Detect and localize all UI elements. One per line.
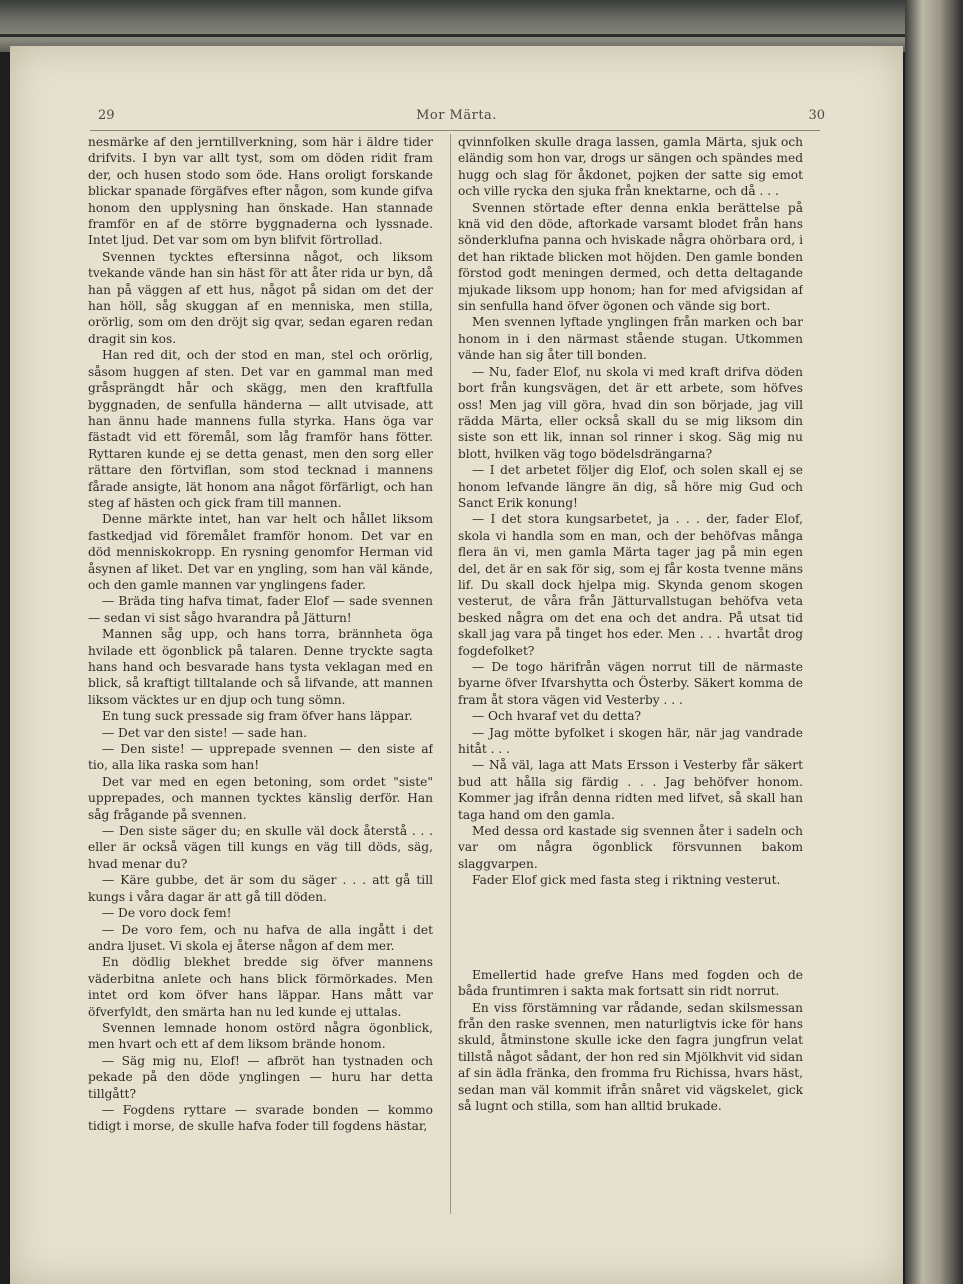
paragraph: — Käre gubbe, det är som du säger . . . att gå till kungs i våra dagar är att gå till döden.	[88, 873, 433, 904]
paragraph: Denne märkte intet, han var helt och hållet liksom fastkedjad vid föremålet framför honom. Det var en död menniskokropp. En rysning genomfor Herman vid åsynen af liket. Det var en yngling, som han väl kände, och den gamle mannen var ynglingens fader.	[88, 512, 433, 592]
book-cover-edge	[905, 0, 963, 1284]
paragraph: qvinnfolken skulle draga lassen, gamla Märta, sjuk och eländig som hon var, drogs ur sängen och spändes med hugg och slag för åkdonet, pojken der satte sig emot och ville rycka den sjuka från knektarne, och då . . .	[458, 135, 803, 199]
paragraph: — Det var den siste! — sade han.	[102, 725, 308, 740]
paragraph: — I det arbetet följer dig Elof, och solen skall ej se honom lefvande längre än dig, så höre mig Gud och Sanct Erik konung!	[458, 463, 803, 510]
left-column	[88, 134, 433, 1135]
paragraph: — Den siste säger du; en skulle väl dock återstå . . . eller är också vägen till kungs en väg till döds, säg, hvad menar du?	[88, 824, 433, 871]
paragraph: — Jag mötte byfolket i skogen här, när jag vandrade hitåt . . .	[458, 725, 803, 757]
right-column	[458, 134, 803, 1114]
paragraph: — De togo härifrån vägen norrut till de närmaste byarne öfver Ifvarshytta och Österby. Säkert komma de fram åt stora vägen vid Vesterby . . .	[458, 660, 803, 707]
paragraph: — Nu, fader Elof, nu skola vi med kraft drifva döden bort från kungsvägen, det är ett arbete, som höfves oss! Men jag vill göra, hvad din son började, jag vill rädda Märta, eller också skall du se mig liksom din siste son ett lik, innan sol rinner i skog. Säg mig nu blott, hvilken väg togo bödelsdrängarna?	[458, 364, 803, 461]
paragraph: — Bräda ting hafva timat, fader Elof — sade svennen — sedan vi sist sågo hvarandra på Jätturn!	[88, 594, 433, 625]
running-title: Mor Märta.	[416, 108, 497, 123]
paragraph: En dödlig blekhet bredde sig öfver mannens väderbitna anlete och hans blick förmörkades. Men intet ord kom öfver hans läppar. Hans mått var öfverfyldt, den smärta han nu led kunde ej uttalas.	[88, 955, 433, 1019]
paragraph: Svennen tycktes eftersinna något, och liksom tvekande vände han sin häst för att åter rida ur byn, då han på väggen af ett hus, något på sidan om det der han höll, såg skuggan af en menniska, men stilla, orörlig, som om den dröjt sig qvar, sedan egaren redan dragit sin kos.	[88, 249, 433, 346]
page-number-left: 29	[98, 108, 115, 123]
paragraph: — Fogdens ryttare — svarade bonden — kommo tidigt i morse, de skulle hafva foder till fogdens hästar,	[88, 1102, 433, 1134]
paragraph: Fader Elof gick med fasta steg i riktning vesterut.	[472, 873, 781, 888]
paragraph: — De voro dock fem!	[102, 906, 232, 921]
book-binding-top	[0, 0, 963, 52]
paragraph: Han red dit, och der stod en man, stel och orörlig, såsom huggen af sten. Det var en gammal man med gråsprängdt hår och skägg, men den kraftfulla byggnaden, de senfulla händerna — allt utvisade, att han ännu hade mannens fulla styrka. Hans öga var fästadt vid ett föremål, som låg framför hans fötter. Ryttaren kunde ej se detta genast, men den sorg eller rättare den förtviflan, som stod tecknad i mannens fårade ansigte, lät honom ana något förfärligt, och han steg af hästen och gick fram till mannen.	[88, 348, 433, 510]
paragraph: Svennen lemnade honom ostörd några ögonblick, men hvart och ett af dem liksom brände honom.	[88, 1020, 433, 1052]
page-number-right: 30	[808, 108, 825, 123]
section-break	[458, 889, 803, 967]
paragraph: Mannen såg upp, och hans torra, brännheta öga hvilade ett ögonblick på talaren. Denne tryckte sagta hans hand och besvarade hans tysta veklagan med en blick, så kraftigt tilltalande och så lifvande, att mannen liksom väcktes ur en djup och tung sömn.	[88, 627, 433, 707]
running-head	[10, 108, 903, 128]
paragraph: Med dessa ord kastade sig svennen åter i sadeln och var om några ögonblick försvunnen bakom slaggvarpen.	[458, 824, 803, 871]
paragraph: — De voro fem, och nu hafva de alla ingått i det andra ljuset. Vi skola ej återse någon af dem mer.	[88, 922, 433, 953]
paragraph: En viss förstämning var rådande, sedan skilsmessan från den raske svennen, men naturligtvis icke för hans skuld, åtminstone skulle icke den fagra jungfrun velat tillstå något sådant, der hon red sin Mjölkhvit vid sidan af sin ädla fränka, den fromma fru Richissa, hvars häst, sedan man väl kommit ifrån snåret vid vägskelet, gick så lugnt och stilla, som han alltid brukade.	[458, 1000, 803, 1113]
paragraph: nesmärke af den jerntillverkning, som här i äldre tider drifvits. I byn var allt tyst, som om döden ridit fram der, och husen stodo som öde. Hans oroligt forskande blickar spanade förgäfves efter någon, som kunde gifva honom den upplysning han önskade. Han stannade framför en af de större byggnaderna och lyssnade. Intet ljud. Det var som om byn blifvit förtrollad.	[88, 135, 433, 248]
paragraph: — Och hvaraf vet du detta?	[472, 709, 642, 724]
paragraph: — Den siste! — upprepade svennen — den siste af tio, alla lika raska som han!	[88, 742, 433, 773]
paragraph: — Säg mig nu, Elof! — afbröt han tystnaden och pekade på den döde ynglingen — huru har detta tillgått?	[88, 1053, 433, 1101]
paragraph: Svennen störtade efter denna enkla berättelse på knä vid den döde, aftorkade varsamt blodet från hans sönderklufna panna och hviskade några ohörbara ord, i det han riktade blicken mot höjden. Den gamle bonden förstod godt meningen dermed, och detta deltagande mjukade liksom upp honom; han for med afvigsidan af sin senfulla hand öfver ögonen och vände sig bort.	[458, 200, 803, 314]
paragraph: Emellertid hade grefve Hans med fogden och de båda fruntimren i sakta mak fortsatt sin ridt norrut.	[458, 967, 803, 999]
paragraph: En tung suck pressade sig fram öfver hans läppar.	[102, 709, 413, 724]
column-divider	[450, 134, 451, 1214]
paragraph: — Nå väl, laga att Mats Ersson i Vesterby får säkert bud att hålla sig färdig . . . Jag behöfver honom. Kommer jag ifrån denna ridten med lifvet, så skall han taga hand om den gamla.	[458, 758, 803, 822]
paragraph: Men svennen lyftade ynglingen från marken och bar honom in i den närmast stående stugan. Utkommen vände han sig åter till bonden.	[458, 315, 803, 363]
paragraph: — I det stora kungsarbetet, ja . . . der, fader Elof, skola vi handla som en man, och der behöfvas många flera än vi, men gamla Märta tager jag på min egen del, det är en sak för sig, som ej får kosta tvenne mäns lif. Du skall dock hjelpa mig. Skynda genom skogen vesterut, de våra från Jätturvallstugan behöfva veta besked några om det ena och det andra. På utsat tid skall jag vara på tinget hos eder. Men . . . hvartåt drog fogdefolket?	[458, 512, 803, 658]
paragraph: Det var med en egen betoning, som ordet "siste" upprepades, och mannen tycktes känslig derför. Han såg frågande på svennen.	[88, 774, 433, 822]
header-rule	[90, 130, 820, 131]
book-page	[10, 46, 903, 1284]
